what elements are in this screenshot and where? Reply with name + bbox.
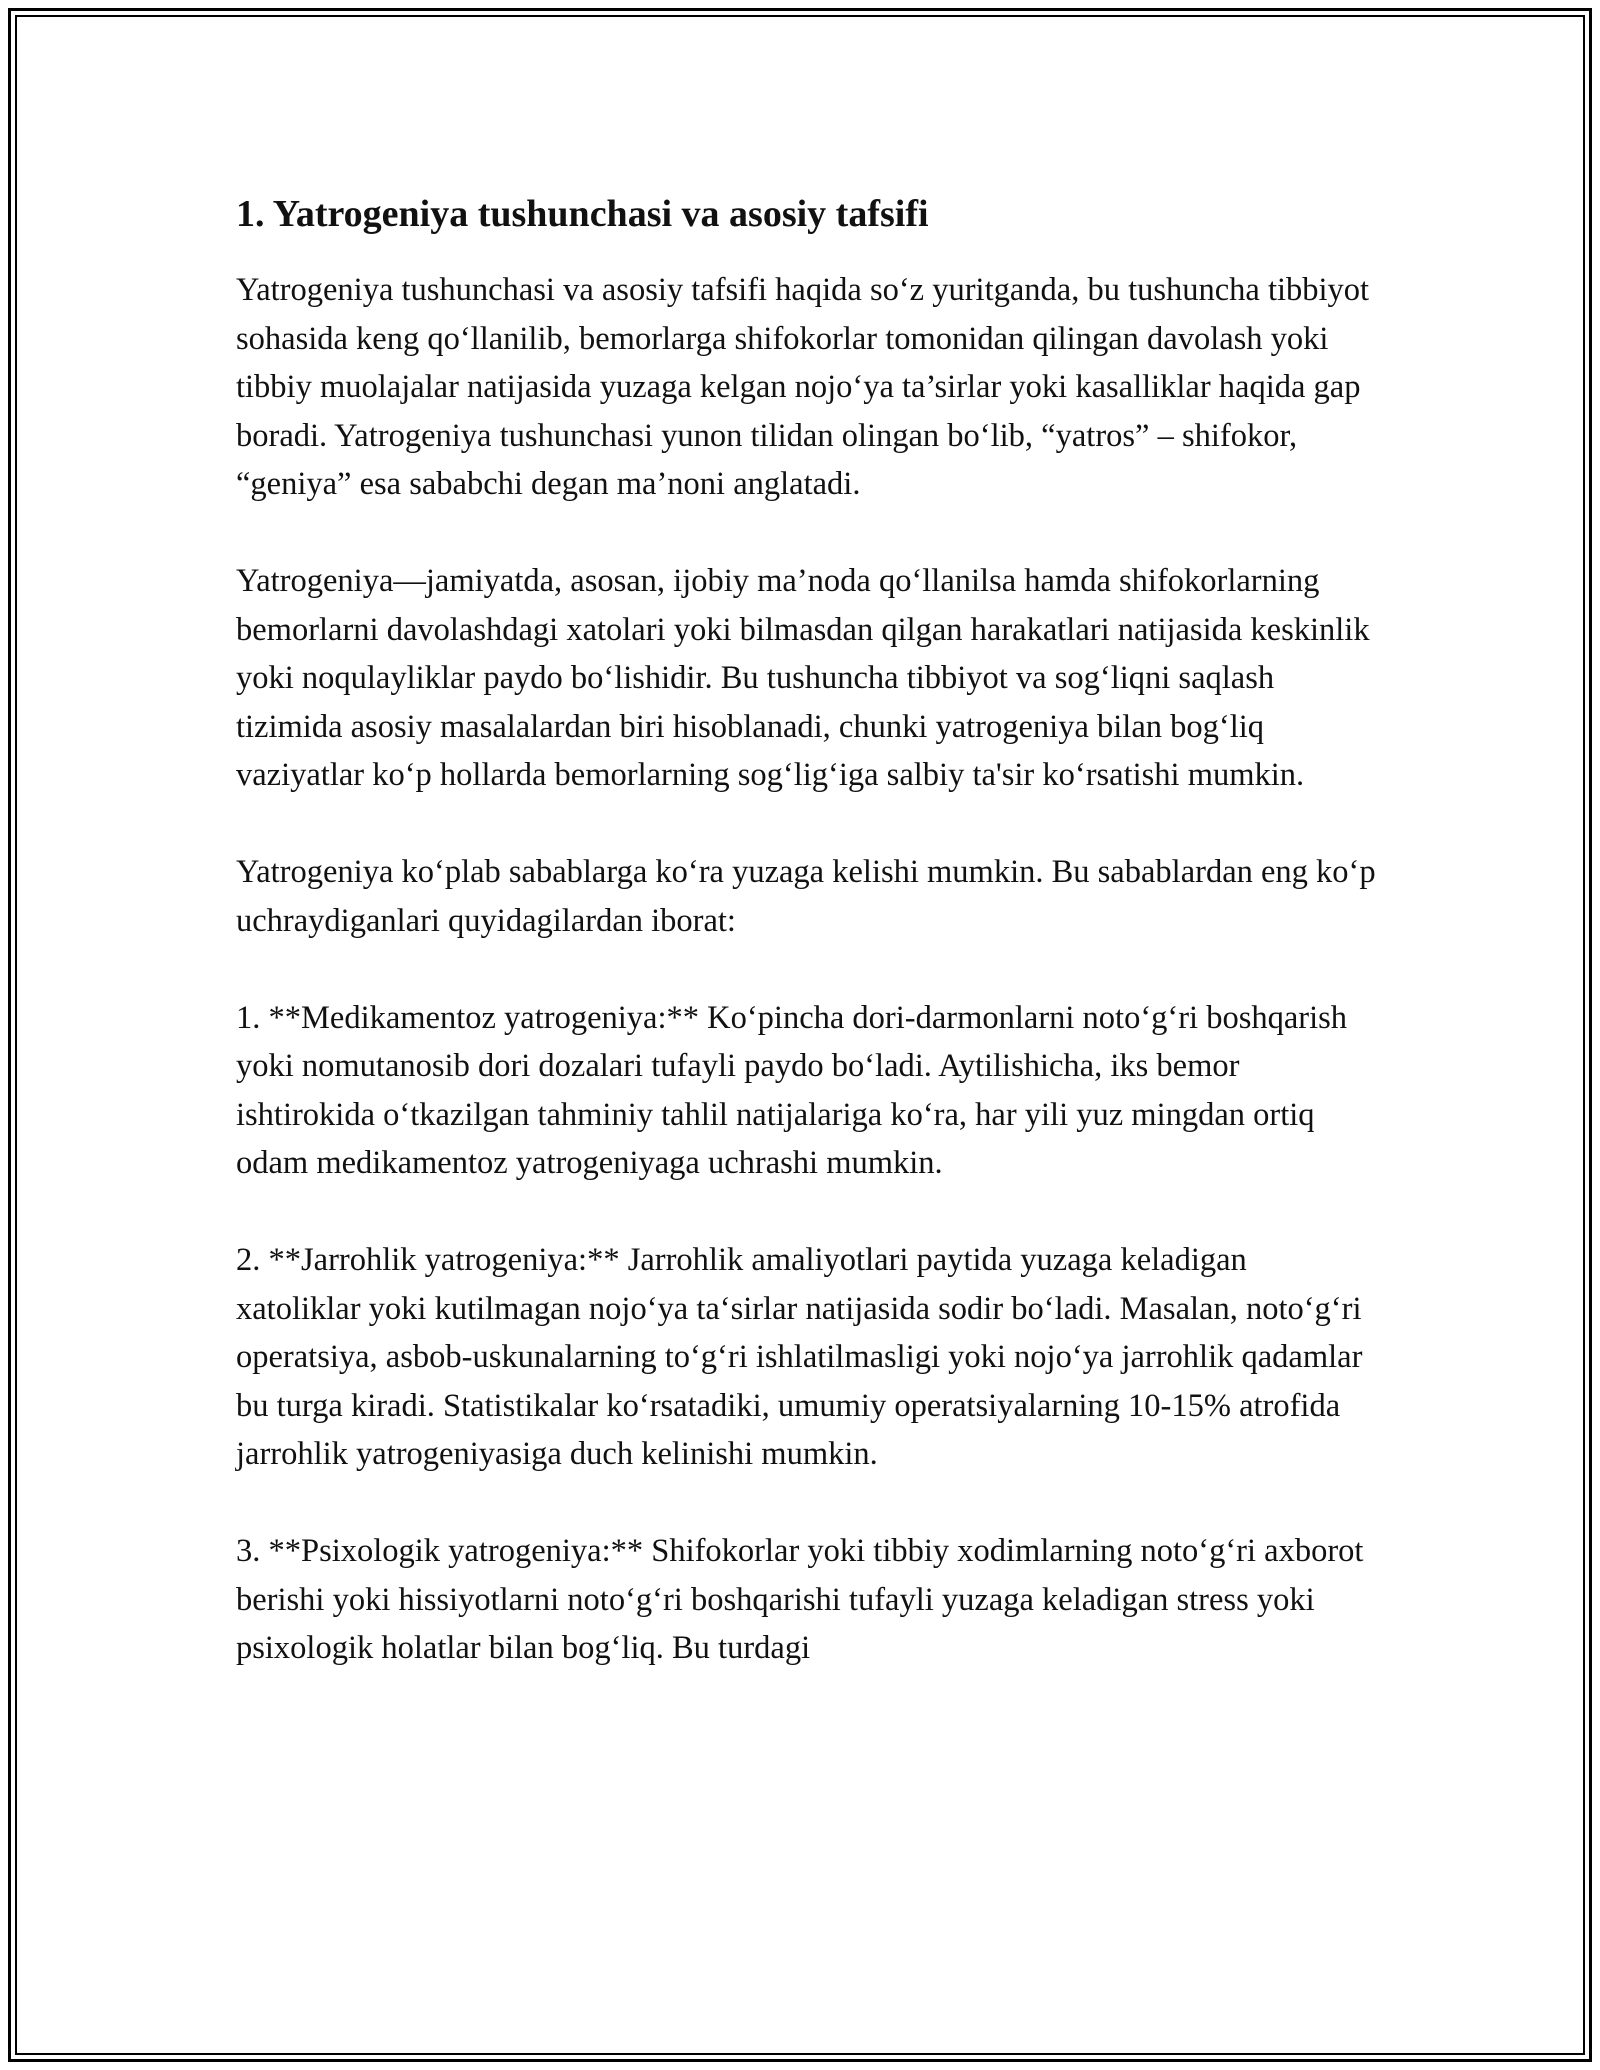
document-body — [236, 188, 1376, 1721]
paragraph-society: Yatrogeniya—jamiyatda, asosan, ijobiy ma’noda qo‘llanilsa hamda shifokorlarning bemorlarni davolashdagi xatolari yoki bilmasdan qilgan harakatlari natijasida keskinlik yoki noqulayliklar paydo bo‘lishidir. Bu tushuncha tibbiyot va sog‘liqni saqlash tizimida asosiy masalalardan biri hisoblanadi, chunki yatrogeniya bilan bog‘liq vaziyatlar ko‘p hollarda bemorlarning sog‘lig‘iga salbiy ta'sir ko‘rsatishi mumkin. — [236, 563, 1370, 793]
list-item-psixologik: 3. **Psixologik yatrogeniya:** Shifokorlar yoki tibbiy xodimlarning noto‘g‘ri axborot berishi yoki hissiyotlarni noto‘g‘ri boshqarishi tufayli yuzaga keladigan stress yoki psixologik holatlar bilan bog‘liq. Bu turdagi — [236, 1533, 1364, 1666]
paragraph-definition: Yatrogeniya tushunchasi va asosiy tafsifi haqida so‘z yuritganda, bu tushuncha tibbiyot sohasida keng qo‘llanilib, bemorlarga shifokorlar tomonidan qilingan davolash yoki tibbiy muolajalar natijasida yuzaga kelgan nojo‘ya ta’sirlar yoki kasalliklar haqida gap boradi. Yatrogeniya tushunchasi yunon tilidan olingan bo‘lib, “yatros” – shifokor, “geniya” esa sababchi degan ma’noni anglatadi. — [236, 272, 1370, 502]
list-item-jarrohlik: 2. **Jarrohlik yatrogeniya:** Jarrohlik amaliyotlari paytida yuzaga keladigan xatoliklar yoki kutilmagan nojo‘ya ta‘sirlar natijasida sodir bo‘ladi. Masalan, noto‘g‘ri operatsiya, asbob-uskunalarning to‘g‘ri ishlatilmasligi yoki nojo‘ya jarrohlik qadamlar bu turga kiradi. Statistikalar ko‘rsatadiki, umumiy operatsiyalarning 10-15% atrofida jarrohlik yatrogeniyasiga duch kelinishi mumkin. — [236, 1242, 1363, 1472]
paragraph-causes-intro: Yatrogeniya ko‘plab sabablarga ko‘ra yuzaga kelishi mumkin. Bu sabablardan eng ko‘p uchraydiganlari quyidagilardan iborat: — [236, 854, 1376, 939]
section-heading: 1. Yatrogeniya tushunchasi va asosiy tafsifi — [236, 193, 929, 235]
list-item-medikamentoz: 1. **Medikamentoz yatrogeniya:** Ko‘pincha dori-darmonlarni noto‘g‘ri boshqarish yoki nomutanosib dori dozalari tufayli paydo bo‘ladi. Aytilishicha, iks bemor ishtirokida o‘tkazilgan tahminiy tahlil natijalariga ko‘ra, har yili yuz mingdan ortiq odam medikamentoz yatrogeniyaga uchrashi mumkin. — [236, 999, 1348, 1181]
